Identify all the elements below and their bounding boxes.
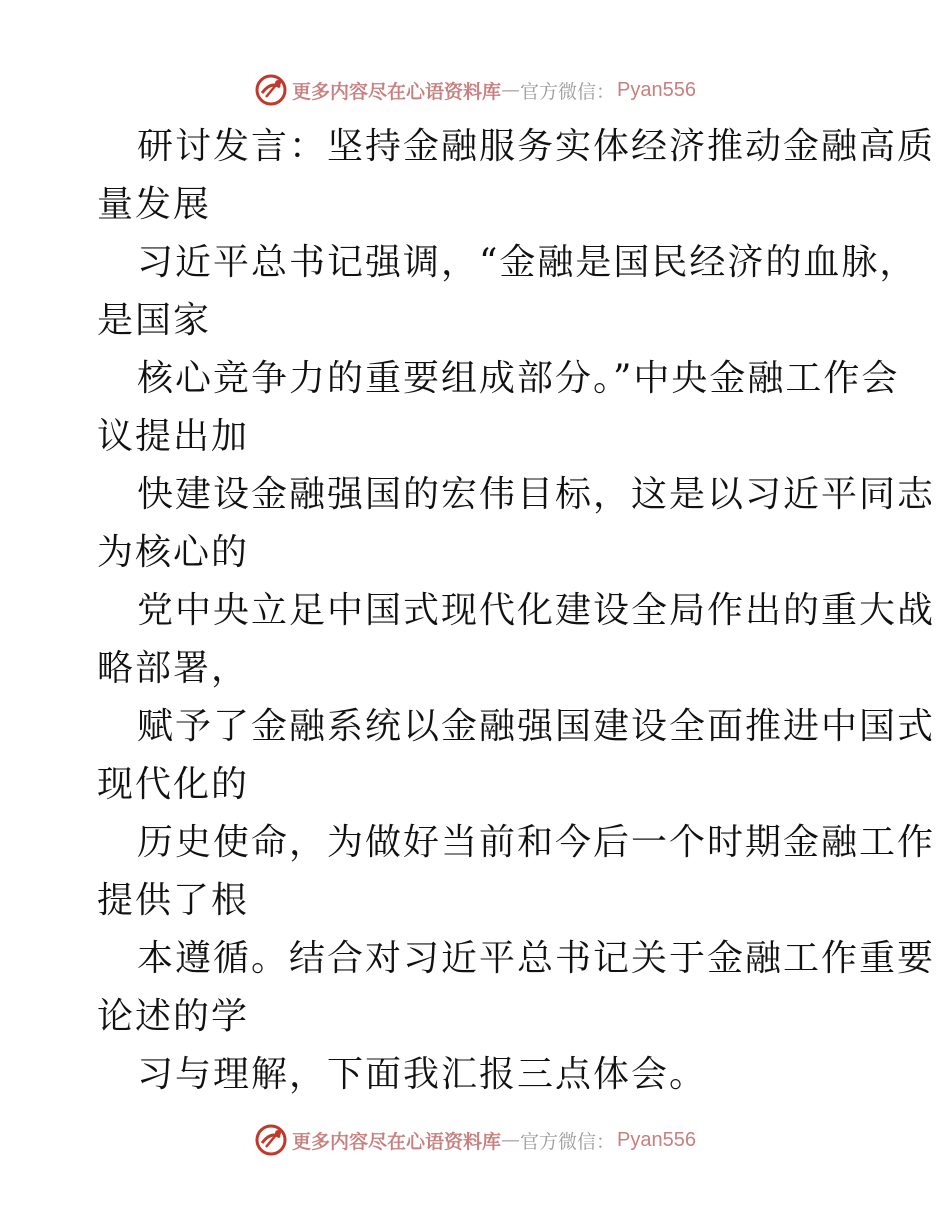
paragraph-line: 赋予了金融系统以金融强国建设全面推进中国式 xyxy=(137,706,936,747)
document-body xyxy=(97,118,936,1104)
brand-text: 更多内容尽在心语资料库 xyxy=(292,80,502,103)
paragraph-line: 党中央立足中国式现代化建设全局作出的重大战 xyxy=(137,590,936,631)
paragraph-line: 略部署， xyxy=(97,648,250,689)
red-circular-seal-logo-icon xyxy=(254,73,288,107)
wechat-handle: Pyan556 xyxy=(617,1128,696,1151)
header-watermark-banner xyxy=(0,68,950,112)
paragraph-line: 核心竞争力的重要组成部分。”中央金融工作会 xyxy=(137,358,900,399)
paragraph-line: 提供了根 xyxy=(97,880,250,921)
wechat-handle: Pyan556 xyxy=(617,78,696,101)
paragraph-line: 为核心的 xyxy=(97,532,250,573)
document-title-line-1: 研讨发言：坚持金融服务实体经济推动金融高质 xyxy=(137,126,936,167)
red-circular-seal-logo-icon xyxy=(254,1123,288,1157)
paragraph-line: 习近平总书记强调，“金融是国民经济的血脉， xyxy=(137,242,918,283)
banner-separator: — xyxy=(501,1129,521,1151)
banner-separator: — xyxy=(501,79,521,101)
document-title-line-2: 量发展 xyxy=(97,184,212,225)
paragraph-line: 习与理解，下面我汇报三点体会。 xyxy=(137,1054,708,1095)
paragraph-line: 现代化的 xyxy=(97,764,250,805)
brand-text: 更多内容尽在心语资料库 xyxy=(292,1130,502,1153)
paragraph-line: 快建设金融强国的宏伟目标，这是以习近平同志 xyxy=(137,474,936,515)
paragraph-line: 是国家 xyxy=(97,300,212,341)
paragraph-line: 本遵循。结合对习近平总书记关于金融工作重要 xyxy=(137,938,936,979)
wechat-label: 官方微信： xyxy=(520,80,616,103)
wechat-label: 官方微信： xyxy=(520,1130,616,1153)
paragraph-line: 论述的学 xyxy=(97,996,250,1037)
footer-watermark-banner xyxy=(0,1118,950,1162)
paragraph-line: 历史使命，为做好当前和今后一个时期金融工作 xyxy=(137,822,936,863)
paragraph-line: 议提出加 xyxy=(97,416,250,457)
